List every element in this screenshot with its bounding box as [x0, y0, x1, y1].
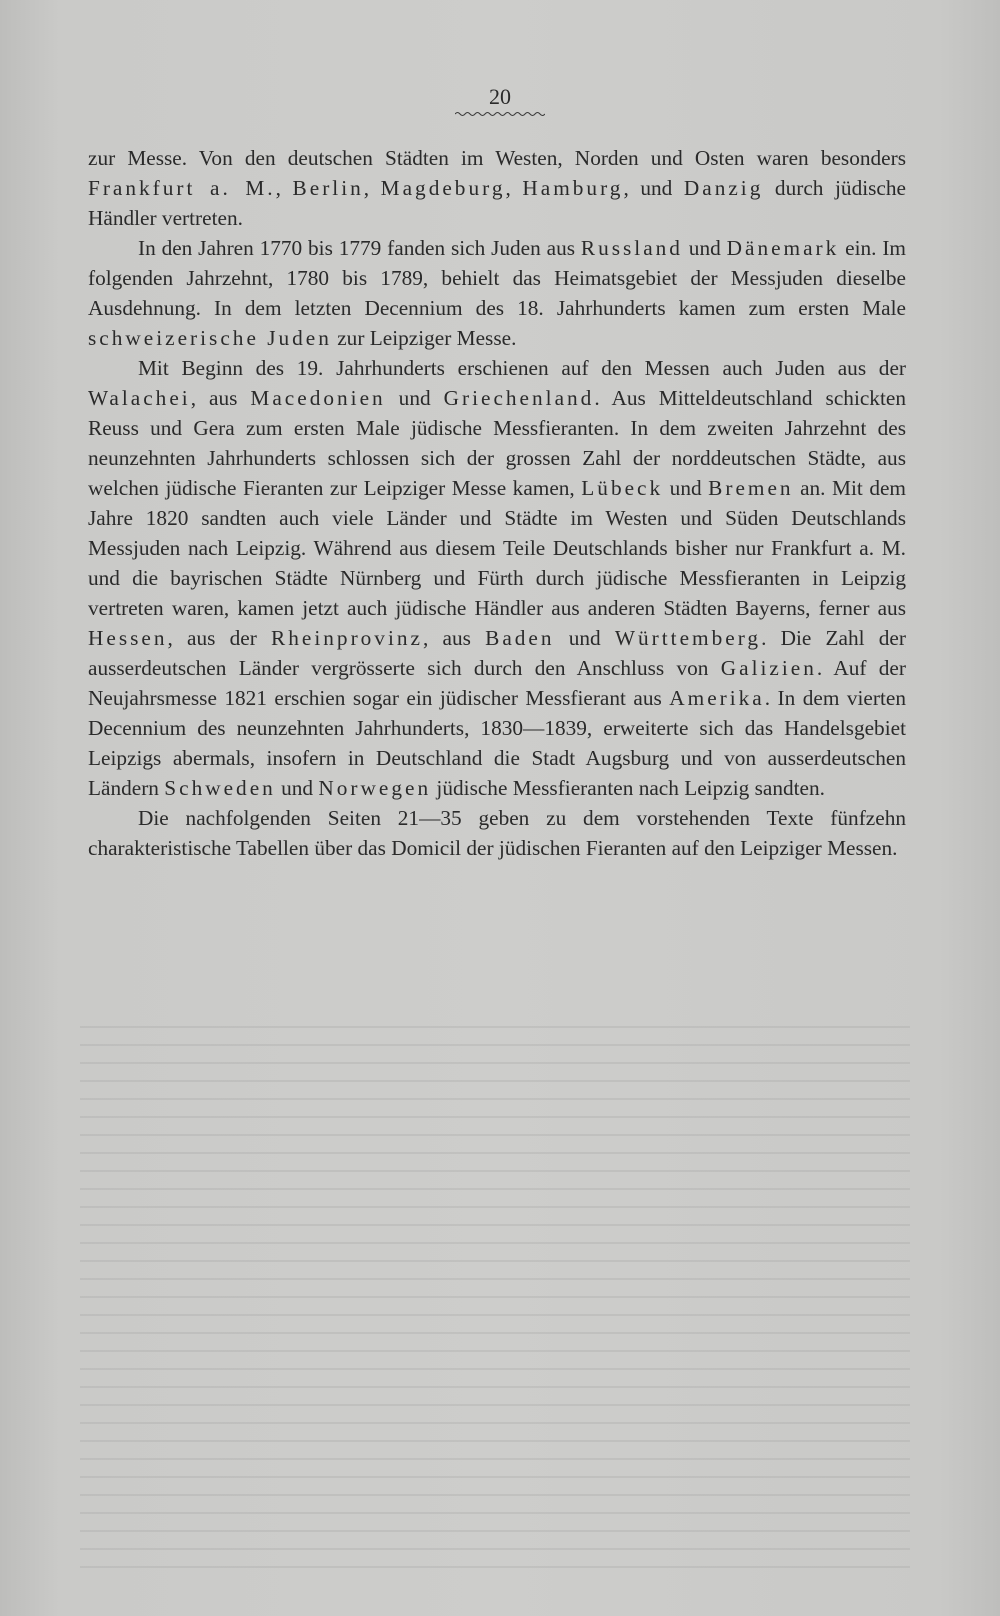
spaced-emphasis: Danzig — [683, 176, 764, 200]
spaced-emphasis: Schweden — [164, 776, 276, 800]
paragraph — [88, 143, 906, 233]
spaced-emphasis: Walachei — [88, 386, 191, 410]
spaced-emphasis: Amerika — [669, 686, 765, 710]
text-run: , aus der — [167, 626, 272, 650]
text-run: In den Jahren 1770 bis 1779 fanden sich Juden aus — [138, 236, 581, 260]
spaced-emphasis: Württemberg — [614, 626, 762, 650]
text-run: an. Mit dem Jahre 1820 sandten auch viele Länder und Städte im Westen und Süden Deutschlands Messjuden nach Leipzig. Während aus diesem Teile Deutschlands bisher nur Frankfurt a. M. und die bayrischen Städte Nürnberg und Fürth durch jüdische Messfieranten in Leipzig vertreten waren, kamen jetzt auch jüdische Händler aus anderen Städten Bayerns, ferner aus — [88, 476, 906, 620]
page-header — [0, 84, 1000, 118]
spaced-emphasis: Galizien — [720, 656, 817, 680]
spaced-emphasis: Macedonien — [250, 386, 386, 410]
spaced-emphasis: Baden — [485, 626, 555, 650]
text-run: ein. Im folgenden Jahrzehnt, 1780 bis 1789, behielt das Heimatsgebiet der Messjuden dieselbe Ausdehnung. In dem letzten Decennium des 18. Jahrhunderts kamen zum ersten Male — [88, 236, 906, 320]
paragraph — [88, 353, 906, 803]
text-run: , aus — [190, 386, 251, 410]
spaced-emphasis: Magdeburg — [380, 176, 506, 200]
text-run: . Die Zahl der ausserdeutschen Länder vergrösserte sich durch den Anschluss von — [88, 626, 906, 680]
text-run: , aus — [422, 626, 486, 650]
spaced-emphasis: Hessen — [88, 626, 168, 650]
text-run: . In dem vierten Decennium des neunzehnten Jahrhunderts, 1830—1839, erweiterte sich das Handelsgebiet Leipzigs abermals, insofern in Deutschland die Stadt Augsburg und von ausserdeutschen Ländern — [88, 686, 906, 800]
page-number: 20 — [489, 84, 511, 109]
text-run: und — [663, 476, 709, 500]
spaced-emphasis: Griechenland — [443, 386, 595, 410]
wavy-rule-ornament — [455, 110, 545, 118]
text-run: Mit Beginn des 19. Jahrhunderts erschienen auf den Messen auch Juden aus der — [138, 356, 906, 380]
text-run: zur Messe. Von den deutschen Städten im Westen, Norden und Osten waren besonders — [88, 146, 906, 170]
spaced-emphasis: schweizerische Juden — [88, 326, 332, 350]
text-run: . Auf der Neujahrsmesse 1821 erschien sogar ein jüdischer Messfierant aus — [88, 656, 906, 710]
text-run: , — [275, 176, 293, 200]
text-run: Die nachfolgenden Seiten 21—35 geben zu dem vorstehenden Texte fünfzehn charakteristische Tabellen über das Domicil der jüdischen Fieranten auf den Leipziger Messen. — [88, 806, 906, 860]
spaced-emphasis: Russland — [580, 236, 683, 260]
text-run: und — [275, 776, 319, 800]
paragraph — [88, 233, 906, 353]
text-run: und — [554, 626, 615, 650]
spaced-emphasis: Lübeck — [581, 476, 664, 500]
spaced-emphasis: Frankfurt a. M. — [88, 176, 276, 200]
text-run: zur Leipziger Messe. — [331, 326, 517, 350]
text-run: jüdische Messfieranten nach Leipzig sandten. — [431, 776, 825, 800]
paragraph — [88, 803, 906, 863]
spaced-emphasis: Bremen — [708, 476, 794, 500]
text-run: und — [385, 386, 444, 410]
spaced-emphasis: Rheinprovinz — [271, 626, 423, 650]
text-run: und — [682, 236, 727, 260]
body-text — [88, 143, 906, 863]
bleed-through-shadow — [80, 1010, 910, 1570]
text-run: , — [505, 176, 523, 200]
text-run: durch jüdische Händler vertreten. — [88, 176, 906, 230]
text-run: , — [363, 176, 381, 200]
spaced-emphasis: Dänemark — [726, 236, 840, 260]
spaced-emphasis: Norwegen — [318, 776, 432, 800]
spaced-emphasis: Berlin — [292, 176, 364, 200]
spaced-emphasis: Hamburg — [522, 176, 624, 200]
text-run: . Aus Mitteldeutschland schickten Reuss und Gera zum ersten Male jüdische Messfieranten. In dem zweiten Jahrzehnt des neunzehnten Jahrhunderts schlossen sich der grossen Zahl der norddeutschen Städte, aus welchen jüdische Fieranten zur Leipziger Messe kamen, — [88, 386, 906, 500]
text-run: , und — [623, 176, 684, 200]
